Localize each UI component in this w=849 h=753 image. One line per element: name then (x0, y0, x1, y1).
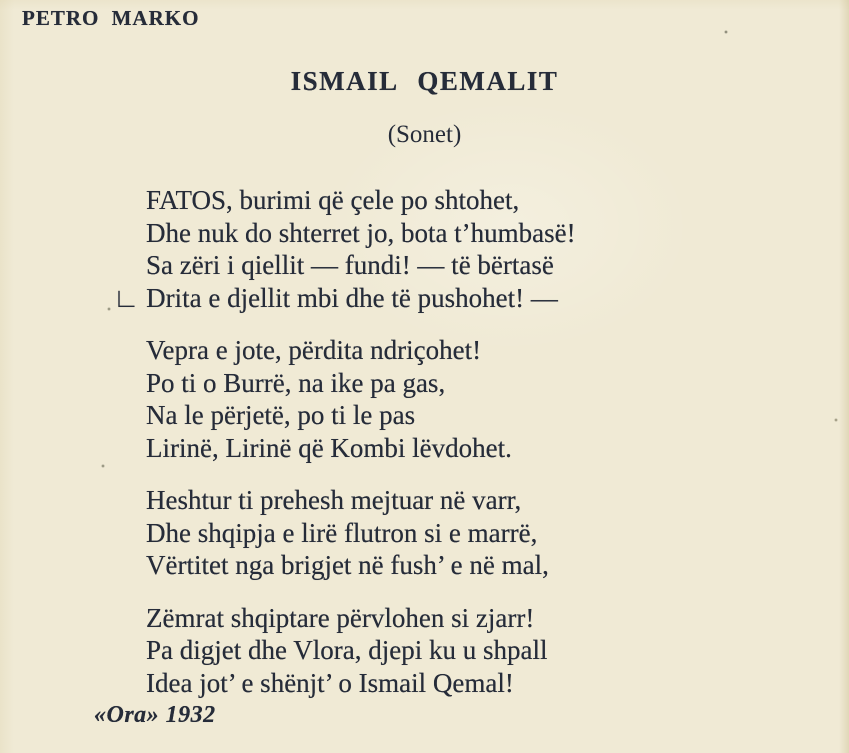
poem-line: Idea jot’ e shënjt’ o Ismail Qemal! (146, 667, 514, 698)
poem-line: ∟ Drita e djellit mbi dhe të pushohet! — (113, 282, 558, 313)
stanza-4 (146, 602, 576, 700)
poem-line: Dhe nuk do shterret jo, bota t’humbasë! (146, 217, 576, 248)
poem-title: ISMAIL QEMALIT (290, 66, 559, 96)
stanza-3 (146, 484, 576, 582)
poem-line: FATOS, burimi që çele po shtohet, (146, 185, 520, 215)
poem-line: Zëmrat shqiptare përvlohen si zjarr! (146, 602, 535, 633)
poem-subtitle: (Sonet) (387, 121, 462, 148)
stanza-2 (146, 334, 576, 464)
poem-line: Heshtur ti prehesh mejtuar në varr, (146, 485, 522, 515)
poem-line: Po ti o Burrë, na ike pa gas, (146, 367, 446, 398)
source-citation: «Ora» 1932 (94, 702, 216, 728)
poem-line: Vërtitet nga brigjet në fush’ e në mal, (146, 550, 549, 580)
stanza-1 (113, 184, 576, 314)
poem-line: Na le përjetë, po ti le pas (146, 400, 416, 430)
poem-line: Sa zëri i qiellit — fundi! — të bërtasë (146, 250, 554, 280)
poem-line: Dhe shqipja e lirë flutron si e marrë, (146, 517, 538, 548)
author-name: PETRO MARKO (22, 6, 200, 30)
poem-line: Lirinë, Lirinë që Kombi lëvdohet. (146, 432, 512, 463)
poem-line: Vepra e jote, përdita ndriçohet! (146, 335, 482, 365)
poem-line: Pa digjet dhe Vlora, djepi ku u shpall (146, 635, 548, 665)
